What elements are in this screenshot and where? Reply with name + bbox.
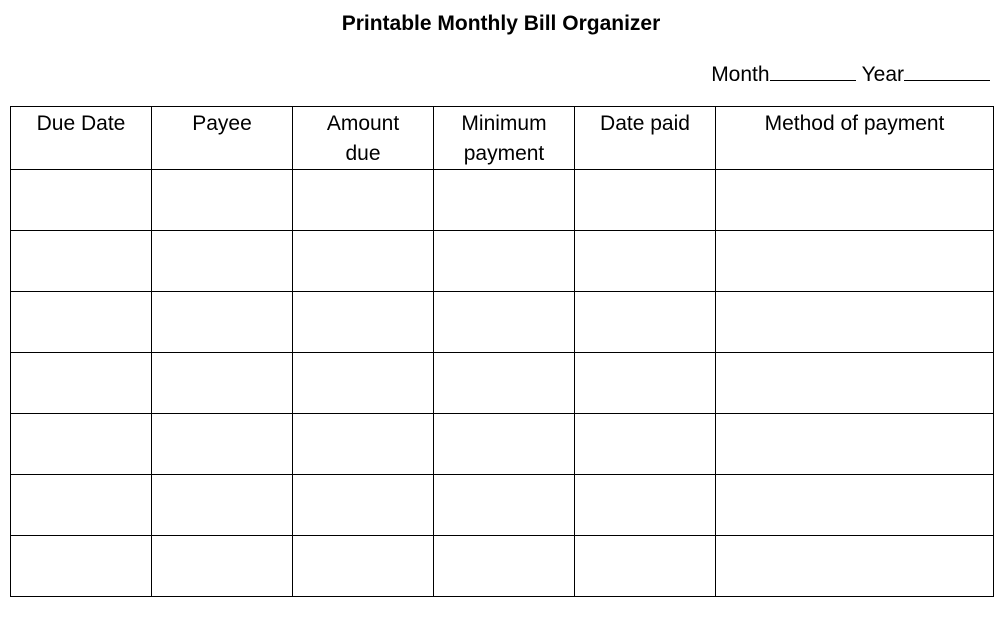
table-cell[interactable]: [575, 292, 716, 353]
column-header-amount-due: Amount due: [293, 107, 434, 170]
table-cell[interactable]: [293, 231, 434, 292]
column-header-due-date: Due Date: [11, 107, 152, 170]
bill-organizer-table: [10, 106, 994, 597]
table-cell[interactable]: [293, 170, 434, 231]
header-row: [11, 107, 994, 170]
table-row: [11, 292, 994, 353]
table-cell[interactable]: [716, 475, 994, 536]
month-blank-line[interactable]: [770, 60, 856, 81]
table-cell[interactable]: [293, 414, 434, 475]
table-cell[interactable]: [11, 292, 152, 353]
table-cell[interactable]: [575, 536, 716, 597]
table-cell[interactable]: [575, 353, 716, 414]
table-cell[interactable]: [11, 414, 152, 475]
table-body: [11, 170, 994, 597]
table-cell[interactable]: [152, 536, 293, 597]
year-blank-line[interactable]: [904, 60, 990, 81]
table-cell[interactable]: [11, 475, 152, 536]
table-row: [11, 414, 994, 475]
table-cell[interactable]: [434, 414, 575, 475]
table-row: [11, 231, 994, 292]
table-cell[interactable]: [434, 292, 575, 353]
table-cell[interactable]: [11, 231, 152, 292]
table-cell[interactable]: [293, 292, 434, 353]
table-cell[interactable]: [434, 353, 575, 414]
table-cell[interactable]: [434, 475, 575, 536]
table-cell[interactable]: [11, 536, 152, 597]
table-cell[interactable]: [575, 414, 716, 475]
table-cell[interactable]: [11, 170, 152, 231]
table-cell[interactable]: [434, 170, 575, 231]
table-cell[interactable]: [152, 170, 293, 231]
table-cell[interactable]: [575, 475, 716, 536]
table-cell[interactable]: [152, 353, 293, 414]
table-row: [11, 475, 994, 536]
page-title: Printable Monthly Bill Organizer: [341, 12, 661, 35]
table-row: [11, 170, 994, 231]
table-cell[interactable]: [152, 414, 293, 475]
table-cell[interactable]: [716, 170, 994, 231]
month-year-fields: [711, 60, 990, 89]
month-label: Month: [711, 63, 770, 86]
table-cell[interactable]: [434, 536, 575, 597]
table-row: [11, 353, 994, 414]
table-cell[interactable]: [11, 353, 152, 414]
table-cell[interactable]: [293, 536, 434, 597]
column-header-payee: Payee: [152, 107, 293, 170]
table-row: [11, 536, 994, 597]
table-cell[interactable]: [152, 231, 293, 292]
table-cell[interactable]: [293, 353, 434, 414]
table-cell[interactable]: [716, 536, 994, 597]
table-cell[interactable]: [716, 414, 994, 475]
table-cell[interactable]: [434, 231, 575, 292]
table-cell[interactable]: [716, 231, 994, 292]
table-cell[interactable]: [716, 292, 994, 353]
column-header-minimum-payment: Minimum payment: [434, 107, 575, 170]
column-header-method-of-payment: Method of payment: [716, 107, 994, 170]
table-cell[interactable]: [152, 475, 293, 536]
table-cell[interactable]: [152, 292, 293, 353]
table-cell[interactable]: [575, 170, 716, 231]
year-label: Year: [861, 63, 904, 86]
table-cell[interactable]: [575, 231, 716, 292]
column-header-date-paid: Date paid: [575, 107, 716, 170]
table-cell[interactable]: [716, 353, 994, 414]
table-cell[interactable]: [293, 475, 434, 536]
